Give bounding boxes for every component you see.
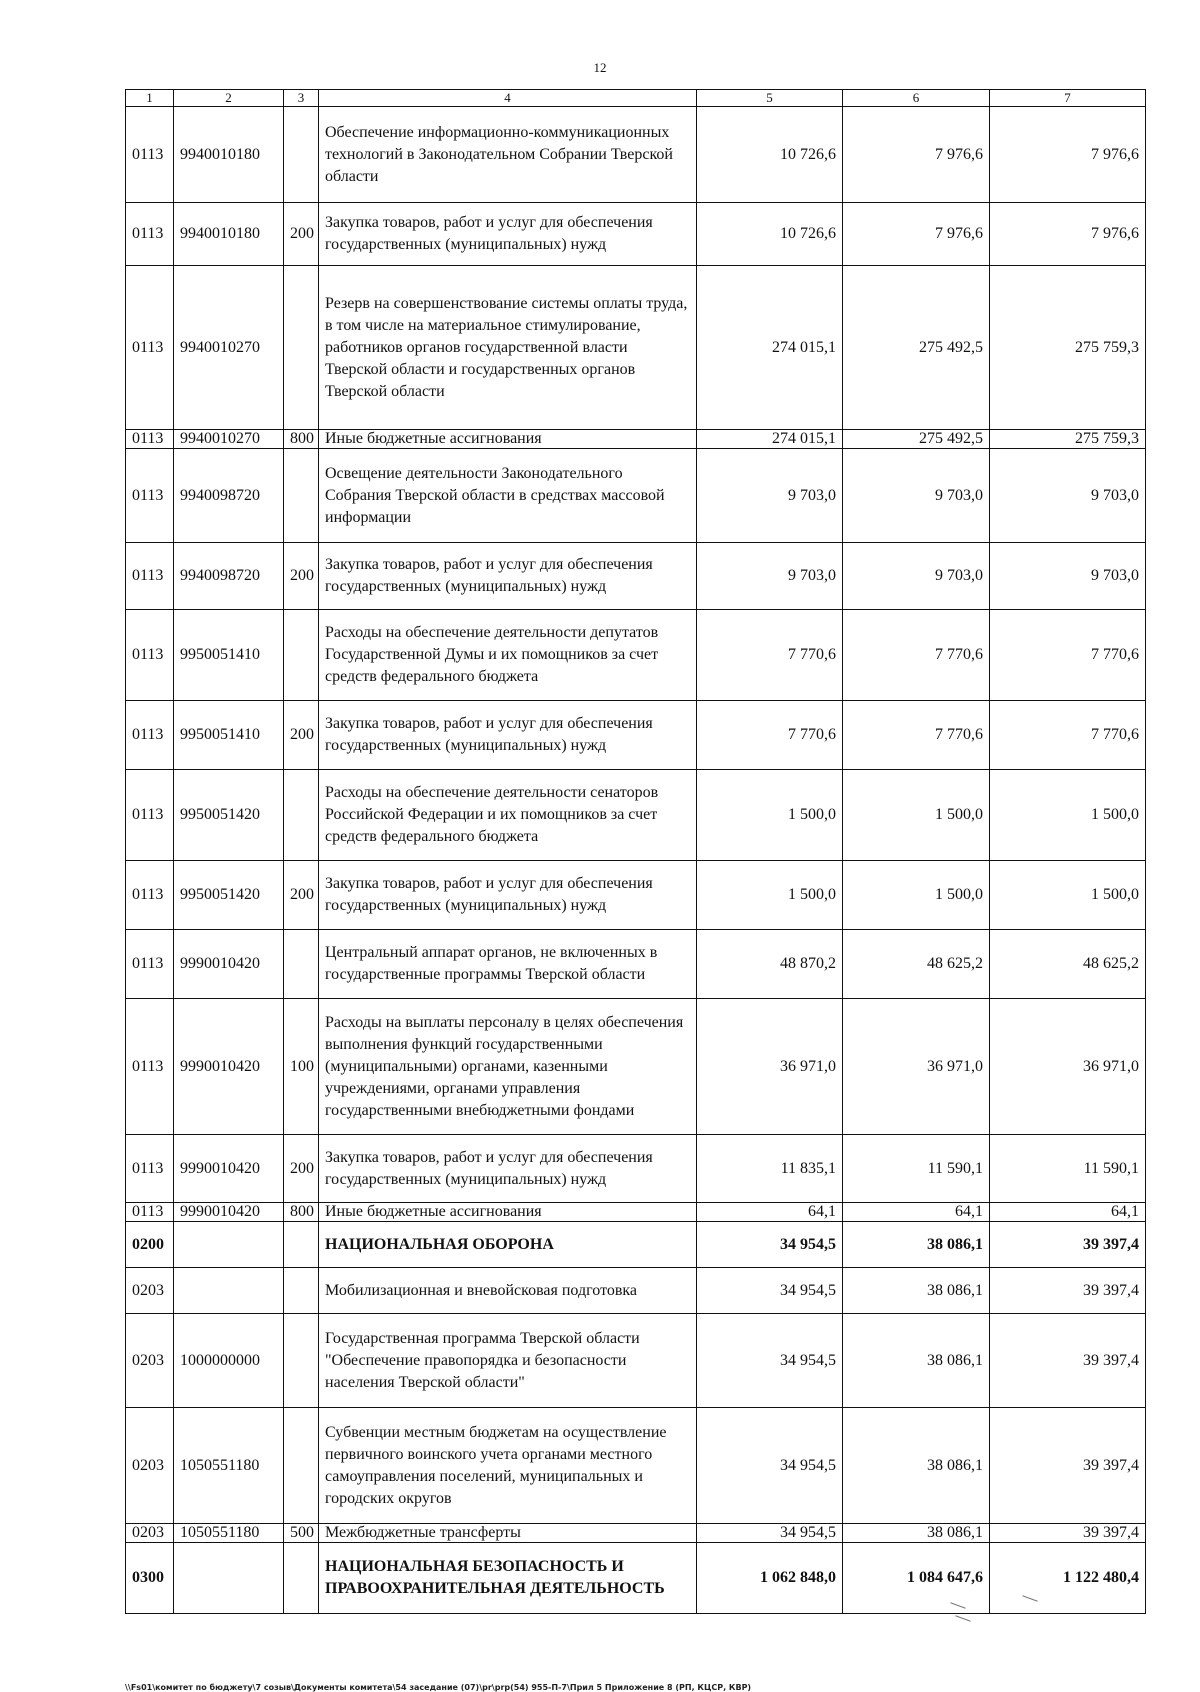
amount-col-5: 10 726,6	[697, 203, 843, 266]
item-name: Резерв на совершенствование системы оплаты труда, в том числе на материальное стимулирование, работников органов государственной власти Тверской области и государственных органов Тверской области	[319, 266, 697, 430]
target-article-code: 9990010420	[174, 930, 284, 999]
table-row	[126, 861, 1146, 930]
expense-type-code	[284, 266, 319, 430]
amount-col-7: 39 397,4	[990, 1268, 1146, 1314]
amount-col-5: 34 954,5	[697, 1222, 843, 1268]
amount-col-5: 48 870,2	[697, 930, 843, 999]
amount-col-7: 64,1	[990, 1203, 1146, 1222]
table-row	[126, 203, 1146, 266]
amount-col-5: 34 954,5	[697, 1268, 843, 1314]
section-code: 0113	[126, 930, 174, 999]
target-article-code: 9990010420	[174, 1203, 284, 1222]
item-name: Расходы на обеспечение деятельности депутатов Государственной Думы и их помощников за счет средств федерального бюджета	[319, 610, 697, 701]
amount-col-7: 36 971,0	[990, 999, 1146, 1135]
amount-col-7: 1 122 480,4	[990, 1543, 1146, 1614]
table-row	[126, 1135, 1146, 1203]
amount-col-6: 275 492,5	[843, 430, 990, 449]
table-row	[126, 701, 1146, 770]
header-cell-1: 1	[126, 90, 174, 107]
scan-artifact	[955, 1615, 970, 1621]
amount-col-5: 1 062 848,0	[697, 1543, 843, 1614]
section-code: 0113	[126, 701, 174, 770]
target-article-code: 9990010420	[174, 1135, 284, 1203]
item-name: Закупка товаров, работ и услуг для обеспечения государственных (муниципальных) нужд	[319, 701, 697, 770]
section-code: 0113	[126, 543, 174, 610]
amount-col-5: 11 835,1	[697, 1135, 843, 1203]
amount-col-6: 38 086,1	[843, 1222, 990, 1268]
amount-col-5: 64,1	[697, 1203, 843, 1222]
section-code: 0113	[126, 610, 174, 701]
table-row	[126, 449, 1146, 543]
amount-col-7: 48 625,2	[990, 930, 1146, 999]
amount-col-6: 7 976,6	[843, 107, 990, 203]
section-code: 0113	[126, 203, 174, 266]
header-cell-5: 5	[697, 90, 843, 107]
target-article-code: 1000000000	[174, 1314, 284, 1408]
section-code: 0203	[126, 1524, 174, 1543]
header-cell-6: 6	[843, 90, 990, 107]
amount-col-7: 39 397,4	[990, 1222, 1146, 1268]
amount-col-7: 7 976,6	[990, 107, 1146, 203]
amount-col-6: 64,1	[843, 1203, 990, 1222]
table-row	[126, 1543, 1146, 1614]
footer-file-path: \\Fs01\комитет по бюджету\7 созыв\Документы комитета\54 заседание (07)\pr\prр(54) 955-П-7\Прил 5 Приложение 8 (РП, КЦСР, КВР)	[125, 1683, 752, 1692]
amount-col-6: 36 971,0	[843, 999, 990, 1135]
table-row	[126, 266, 1146, 430]
amount-col-7: 9 703,0	[990, 543, 1146, 610]
target-article-code	[174, 1543, 284, 1614]
table-row	[126, 1203, 1146, 1222]
amount-col-7: 39 397,4	[990, 1408, 1146, 1524]
table-row	[126, 1408, 1146, 1524]
amount-col-6: 9 703,0	[843, 449, 990, 543]
section-code: 0113	[126, 1135, 174, 1203]
expense-type-code	[284, 1268, 319, 1314]
amount-col-7: 1 500,0	[990, 770, 1146, 861]
amount-col-6: 9 703,0	[843, 543, 990, 610]
item-name: Закупка товаров, работ и услуг для обеспечения государственных (муниципальных) нужд	[319, 543, 697, 610]
amount-col-5: 9 703,0	[697, 449, 843, 543]
section-code: 0203	[126, 1268, 174, 1314]
expense-type-code	[284, 107, 319, 203]
item-name: Расходы на обеспечение деятельности сенаторов Российской Федерации и их помощников за счет средств федерального бюджета	[319, 770, 697, 861]
expense-type-code: 100	[284, 999, 319, 1135]
target-article-code: 9950051420	[174, 770, 284, 861]
expense-type-code	[284, 610, 319, 701]
amount-col-5: 1 500,0	[697, 770, 843, 861]
item-name: Закупка товаров, работ и услуг для обеспечения государственных (муниципальных) нужд	[319, 203, 697, 266]
amount-col-6: 275 492,5	[843, 266, 990, 430]
expense-type-code	[284, 930, 319, 999]
amount-col-7: 7 770,6	[990, 610, 1146, 701]
amount-col-5: 274 015,1	[697, 430, 843, 449]
expense-type-code: 200	[284, 1135, 319, 1203]
expense-type-code	[284, 1408, 319, 1524]
amount-col-7: 11 590,1	[990, 1135, 1146, 1203]
amount-col-5: 34 954,5	[697, 1408, 843, 1524]
target-article-code: 1050551180	[174, 1408, 284, 1524]
table-row	[126, 999, 1146, 1135]
section-code: 0113	[126, 449, 174, 543]
amount-col-6: 7 770,6	[843, 610, 990, 701]
target-article-code: 9940010270	[174, 430, 284, 449]
item-name: Центральный аппарат органов, не включенных в государственные программы Тверской области	[319, 930, 697, 999]
amount-col-5: 34 954,5	[697, 1314, 843, 1408]
expense-type-code	[284, 770, 319, 861]
item-name: Межбюджетные трансферты	[319, 1524, 697, 1543]
table-row	[126, 610, 1146, 701]
expense-type-code: 200	[284, 701, 319, 770]
expense-type-code: 200	[284, 543, 319, 610]
table-row	[126, 1222, 1146, 1268]
amount-col-6: 38 086,1	[843, 1524, 990, 1543]
item-name: Субвенции местным бюджетам на осуществление первичного воинского учета органами местного самоуправления поселений, муниципальных и городских округов	[319, 1408, 697, 1524]
amount-col-5: 9 703,0	[697, 543, 843, 610]
target-article-code: 9940098720	[174, 449, 284, 543]
expense-type-code: 500	[284, 1524, 319, 1543]
item-name: Иные бюджетные ассигнования	[319, 430, 697, 449]
amount-col-6: 1 500,0	[843, 770, 990, 861]
header-cell-4: 4	[319, 90, 697, 107]
expense-type-code: 200	[284, 203, 319, 266]
table-row	[126, 1524, 1146, 1543]
item-name: Иные бюджетные ассигнования	[319, 1203, 697, 1222]
target-article-code	[174, 1222, 284, 1268]
table-row	[126, 1314, 1146, 1408]
amount-col-6: 7 976,6	[843, 203, 990, 266]
target-article-code: 1050551180	[174, 1524, 284, 1543]
section-code: 0113	[126, 999, 174, 1135]
amount-col-7: 39 397,4	[990, 1314, 1146, 1408]
table-row	[126, 930, 1146, 999]
target-article-code: 9950051410	[174, 610, 284, 701]
amount-col-7: 1 500,0	[990, 861, 1146, 930]
target-article-code: 9950051410	[174, 701, 284, 770]
amount-col-6: 38 086,1	[843, 1408, 990, 1524]
amount-col-5: 1 500,0	[697, 861, 843, 930]
table-row	[126, 430, 1146, 449]
section-code: 0200	[126, 1222, 174, 1268]
target-article-code: 9940010270	[174, 266, 284, 430]
expense-type-code: 200	[284, 861, 319, 930]
amount-col-5: 34 954,5	[697, 1524, 843, 1543]
target-article-code: 9940010180	[174, 203, 284, 266]
expense-type-code	[284, 449, 319, 543]
page-number: 12	[593, 60, 607, 75]
amount-col-5: 36 971,0	[697, 999, 843, 1135]
item-name: НАЦИОНАЛЬНАЯ БЕЗОПАСНОСТЬ И ПРАВООХРАНИТЕЛЬНАЯ ДЕЯТЕЛЬНОСТЬ	[319, 1543, 697, 1614]
item-name: Мобилизационная и вневойсковая подготовка	[319, 1268, 697, 1314]
amount-col-7: 7 770,6	[990, 701, 1146, 770]
amount-col-5: 10 726,6	[697, 107, 843, 203]
expense-type-code	[284, 1222, 319, 1268]
expense-type-code: 800	[284, 1203, 319, 1222]
expense-type-code: 800	[284, 430, 319, 449]
amount-col-6: 1 084 647,6	[843, 1543, 990, 1614]
amount-col-5: 274 015,1	[697, 266, 843, 430]
amount-col-6: 1 500,0	[843, 861, 990, 930]
header-cell-7: 7	[990, 90, 1146, 107]
item-name: Закупка товаров, работ и услуг для обеспечения государственных (муниципальных) нужд	[319, 1135, 697, 1203]
section-code: 0113	[126, 770, 174, 861]
table-row	[126, 1268, 1146, 1314]
item-name: Обеспечение информационно-коммуникационных технологий в Законодательном Собрании Тверской области	[319, 107, 697, 203]
expense-type-code	[284, 1314, 319, 1408]
header-cell-2: 2	[174, 90, 284, 107]
section-code: 0113	[126, 266, 174, 430]
amount-col-7: 39 397,4	[990, 1524, 1146, 1543]
header-cell-3: 3	[284, 90, 319, 107]
section-code: 0113	[126, 1203, 174, 1222]
amount-col-6: 38 086,1	[843, 1268, 990, 1314]
target-article-code: 9990010420	[174, 999, 284, 1135]
target-article-code	[174, 1268, 284, 1314]
target-article-code: 9940098720	[174, 543, 284, 610]
section-code: 0113	[126, 861, 174, 930]
table-row	[126, 107, 1146, 203]
item-name: НАЦИОНАЛЬНАЯ ОБОРОНА	[319, 1222, 697, 1268]
budget-table	[125, 89, 1146, 1614]
item-name: Расходы на выплаты персоналу в целях обеспечения выполнения функций государственными (муниципальными) органами, казенными учреждениями, органами управления государственными внебюджетными фондами	[319, 999, 697, 1135]
item-name: Закупка товаров, работ и услуг для обеспечения государственных (муниципальных) нужд	[319, 861, 697, 930]
target-article-code: 9950051420	[174, 861, 284, 930]
amount-col-7: 7 976,6	[990, 203, 1146, 266]
amount-col-6: 7 770,6	[843, 701, 990, 770]
table-row	[126, 543, 1146, 610]
section-code: 0113	[126, 430, 174, 449]
item-name: Освещение деятельности Законодательного Собрания Тверской области в средствах массовой информации	[319, 449, 697, 543]
amount-col-5: 7 770,6	[697, 610, 843, 701]
table-header-row	[126, 90, 1146, 107]
section-code: 0113	[126, 107, 174, 203]
amount-col-7: 9 703,0	[990, 449, 1146, 543]
section-code: 0203	[126, 1408, 174, 1524]
amount-col-6: 48 625,2	[843, 930, 990, 999]
amount-col-7: 275 759,3	[990, 430, 1146, 449]
expense-type-code	[284, 1543, 319, 1614]
target-article-code: 9940010180	[174, 107, 284, 203]
amount-col-5: 7 770,6	[697, 701, 843, 770]
section-code: 0300	[126, 1543, 174, 1614]
section-code: 0203	[126, 1314, 174, 1408]
table-row	[126, 770, 1146, 861]
item-name: Государственная программа Тверской области "Обеспечение правопорядка и безопасности населения Тверской области"	[319, 1314, 697, 1408]
amount-col-6: 38 086,1	[843, 1314, 990, 1408]
amount-col-7: 275 759,3	[990, 266, 1146, 430]
amount-col-6: 11 590,1	[843, 1135, 990, 1203]
